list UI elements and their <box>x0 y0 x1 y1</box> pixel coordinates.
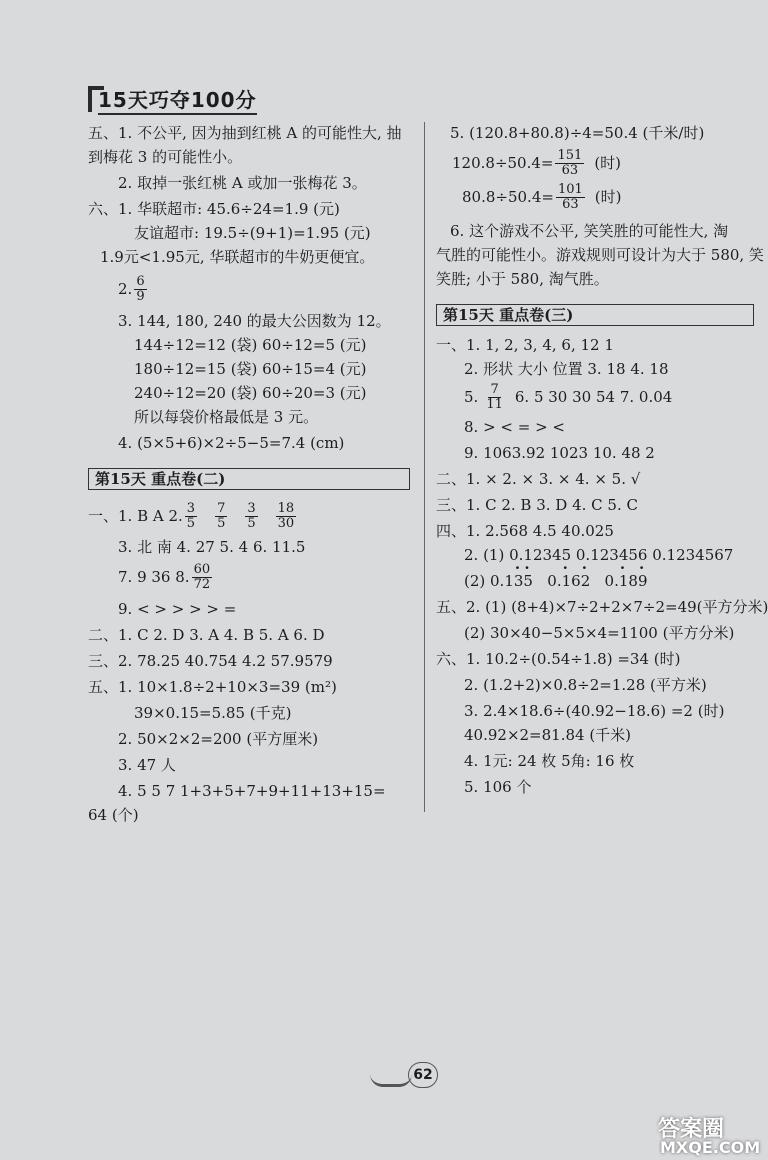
answer-line: 六、1. 华联超市: 45.6÷24=1.9 (元) <box>88 200 340 218</box>
answer-line: 5. 106 个 <box>464 778 532 796</box>
answer-line: 五、2. (1) (8+4)×7÷2+2×7÷2=49(平方分米) <box>436 598 768 616</box>
answer-line: 气胜的可能性小。游戏规则可设计为大于 580, 笑 <box>436 246 764 264</box>
answer-line: 2. (1.2+2)×0.8÷2=1.28 (平方米) <box>464 676 707 694</box>
answer-line <box>118 274 149 304</box>
fraction: $\frac{3}{5}$ <box>186 500 196 531</box>
expression: 120.8÷50.4= <box>452 154 554 172</box>
brand-title: 15天巧夺100分 <box>98 84 257 115</box>
fraction: $\frac{7}{11}$ <box>486 381 503 412</box>
answer-line: 5. (120.8+80.8)÷4=50.4 (千米/时) <box>450 124 705 142</box>
item-label: 5. <box>464 388 479 406</box>
answer-line <box>118 562 214 592</box>
answer-line <box>452 148 621 178</box>
answer-line: 四、1. 2.568 4.5 40.025 <box>436 522 614 540</box>
answer-line: 6. 这个游戏不公平, 笑笑胜的可能性大, 淘 <box>450 222 729 240</box>
page-number-label: 62 <box>408 1062 438 1088</box>
unit: (时) <box>594 154 622 172</box>
answer-line: (2) 0.1· 3· 5 0.· 16· 2 0.· 18· 9 <box>464 570 648 592</box>
answer-line: 9. 1063.92 1023 10. 48 2 <box>464 444 655 462</box>
watermark-url: MXQE.COM <box>660 1138 761 1157</box>
answer-line: 3. 北 南 4. 27 5. 4 6. 11.5 <box>118 538 306 556</box>
section-title: 第15天 重点卷(二) <box>88 468 410 490</box>
fraction: $\frac{18}{30}$ <box>277 500 295 531</box>
swoosh-icon <box>370 1074 412 1087</box>
answer-line: 4. 5 5 7 1+3+5+7+9+11+13+15= <box>118 782 386 800</box>
answer-line: 2. (1) 0.12345 0.123456 0.1234567 <box>464 546 734 564</box>
answer-line: 二、1. C 2. D 3. A 4. B 5. A 6. D <box>88 626 325 644</box>
answer-line: 144÷12=12 (袋) 60÷12=5 (元) <box>134 336 367 354</box>
answer-line: 240÷12=20 (袋) 60÷20=3 (元) <box>134 384 367 402</box>
answer-line: 64 (个) <box>88 806 139 824</box>
answer-line: 一、1. 1, 2, 3, 4, 6, 12 1 <box>436 336 614 354</box>
item-label: 7. 9 36 8. <box>118 568 190 586</box>
answer-line: 三、2. 78.25 40.754 4.2 57.9579 <box>88 652 333 670</box>
answer-line: 3. 47 人 <box>118 756 176 774</box>
answer-line: 1.9元<1.95元, 华联超市的牛奶更便宜。 <box>100 248 375 266</box>
answer-line <box>88 502 298 530</box>
answer-line: 4. (5×5+6)×2÷5−5=7.4 (cm) <box>118 434 345 452</box>
watermark-logo: 答案圈 <box>658 1117 725 1142</box>
item-label: 一、1. B A 2. <box>88 507 183 525</box>
answer-line: 六、1. 10.2÷(0.54÷1.8) =34 (时) <box>436 650 681 668</box>
answer-line: 8. > < = > < <box>464 418 565 436</box>
answer-line: 友谊超市: 19.5÷(9+1)=1.95 (元) <box>134 224 371 242</box>
answer-line <box>464 382 672 412</box>
unit: (时) <box>594 188 622 206</box>
answer-line: 4. 1元: 24 枚 5角: 16 枚 <box>464 752 635 770</box>
answer-line: 笑胜; 小于 580, 淘气胜。 <box>436 270 609 288</box>
answer-line: (2) 30×40−5×5×4=1100 (平方分米) <box>464 624 735 642</box>
page-number <box>370 1060 440 1090</box>
answer-line: 2. 取掉一张红桃 A 或加一张梅花 3。 <box>118 174 367 192</box>
answer-line: 五、1. 10×1.8÷2+10×3=39 (m²) <box>88 678 337 696</box>
fraction: $\frac{6}{9}$ <box>136 273 145 304</box>
answer-line: 3. 144, 180, 240 的最大公因数为 12。 <box>118 312 391 330</box>
answer-line: 所以每袋价格最低是 3 元。 <box>134 408 319 426</box>
item-label: 2. <box>118 280 133 298</box>
expression: 6. 5 30 30 54 7. 0.04 <box>514 388 673 406</box>
answer-line: 3. 2.4×18.6÷(40.92−18.6) =2 (时) <box>464 702 725 720</box>
answer-line: 2. 形状 大小 位置 3. 18 4. 18 <box>464 360 669 378</box>
section-title: 第15天 重点卷(三) <box>436 304 754 326</box>
answer-line: 五、1. 不公平, 因为抽到红桃 A 的可能性大, 抽 <box>88 124 402 142</box>
fraction: $\frac{60}{72}$ <box>193 561 211 592</box>
fraction: $\frac{101}{63}$ <box>557 181 583 212</box>
expression: 80.8÷50.4= <box>462 188 554 206</box>
answer-line: 到梅花 3 的可能性小。 <box>88 148 243 166</box>
answer-line: 180÷12=15 (袋) 60÷15=4 (元) <box>134 360 367 378</box>
fraction: $\frac{3}{5}$ <box>247 500 256 531</box>
answer-line: 9. < > > > > = <box>118 600 237 618</box>
answer-line: 三、1. C 2. B 3. D 4. C 5. C <box>436 496 638 514</box>
brand-frame-icon <box>88 86 104 112</box>
answer-line: 40.92×2=81.84 (千米) <box>464 726 632 744</box>
answer-line: 2. 50×2×2=200 (平方厘米) <box>118 730 319 748</box>
column-divider <box>424 122 425 812</box>
answer-line <box>462 182 621 212</box>
fraction: $\frac{7}{5}$ <box>217 500 226 531</box>
fraction: $\frac{151}{63}$ <box>557 147 583 178</box>
brand-header <box>88 86 257 112</box>
answer-line: 二、1. × 2. × 3. × 4. × 5. √ <box>436 470 641 488</box>
answer-line: 39×0.15=5.85 (千克) <box>134 704 292 722</box>
